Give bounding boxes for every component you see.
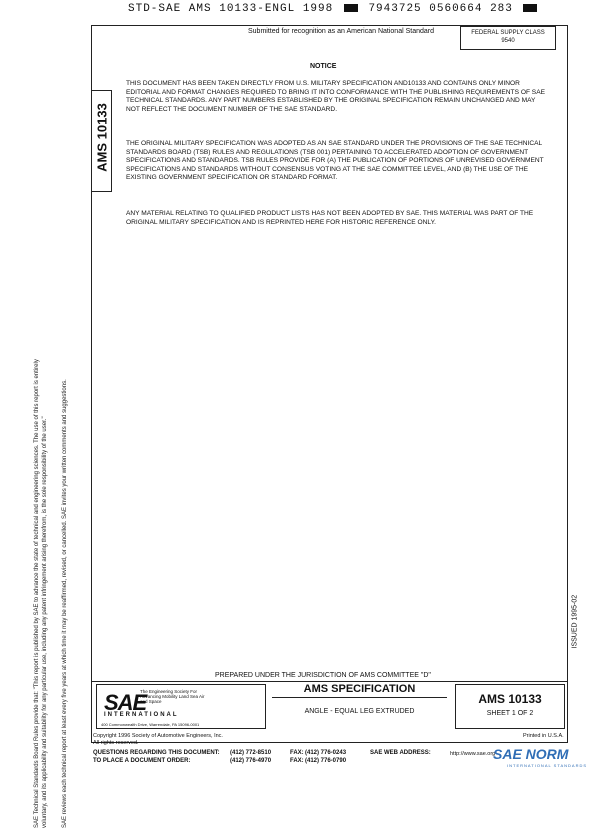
sheet-number: SHEET 1 OF 2 [486,710,534,717]
disclaimer-line-1: SAE Technical Standards Board Rules provide that: "This report is published by SAE to advance the state of technical and engineering sciences. The use of this report is entirely [34,359,40,828]
barcode-block-icon [344,4,358,12]
submitted-note: Submitted for recognition as an American National Standard [248,28,434,35]
sae-logo-tagline: The Engineering Society For Advancing Mobility Land Sea Air and Space [140,689,205,704]
rights-text: All rights reserved. [93,740,139,746]
spec-number: AMS 10133 [478,692,542,706]
questions-label: QUESTIONS REGARDING THIS DOCUMENT: [93,750,220,756]
fsc-label: FEDERAL SUPPLY CLASS [471,30,545,36]
header-code-left: STD-SAE AMS 10133-ENGL 1998 [128,3,334,15]
watermark-brand: SAE NORM [493,746,569,762]
barcode-block-icon-2 [523,4,537,12]
notice-heading: NOTICE [310,63,337,70]
order-label: TO PLACE A DOCUMENT ORDER: [93,758,191,764]
order-fax: (412) 776-0790 [305,758,347,764]
watermark-sub: INTERNATIONAL STANDARDS [507,763,588,768]
questions-fax: (412) 776-0243 [305,750,347,756]
web-address[interactable]: http://www.sae.org [450,751,496,757]
questions-phone: (412) 772-8510 [230,750,272,756]
copyright-text: Copyright 1996 Society of Automotive Engineers, Inc. [93,733,223,739]
web-label: SAE WEB ADDRESS: [370,750,431,756]
notice-paragraph-1: THIS DOCUMENT HAS BEEN TAKEN DIRECTLY FROM U.S. MILITARY SPECIFICATION AND10133 AND CONTAINS ONLY MINOR EDITORIAL AND FORMAT CHANGES REQUIRED TO BRING IT INTO CONFORMANCE WITH THE PUBLISHING REQUIREMENTS OF SAE TECHNICAL STANDARDS. ANY PART NUMBERS ESTABLISHED BY THE ORIGINAL SPECIFICATION REMAIN UNCHANGED AND MAY NOT REFLECT THE DOCUMENT NUMBER OF THE SAE STANDARD. [126,80,545,113]
sae-address: 400 Commonwealth Drive, Warrendale, PA 15096-0001 [101,722,200,727]
notice-paragraph-2: THE ORIGINAL MILITARY SPECIFICATION WAS ADOPTED AS AN SAE STANDARD UNDER THE PROVISIONS OF THE SAE TECHNICAL STANDARDS BOARD (TSB) RULES AND REGULATIONS (TSB 001) PERTAINING TO ACCELERATED ADOPTION OF GOVERNMENT SPECIFICATIONS AND STANDARDS. TSB RULES PROVIDE FOR (A) THE PUBLICATION OF PORTIONS OF UNREVISED GOVERNMENT SPECIFICATIONS AND STANDARDS WITHOUT CONSENSUS VOTING AT THE SAE COMMITTEE LEVEL, AND (B) THE USE OF THE EXISTING GOVERNMENT SPECIFICATION OR STANDARD FORMAT. [126,140,544,182]
side-disclaimer [33,128,69,828]
order-phone: (412) 776-4970 [230,758,272,764]
prepared-under-jurisdiction: PREPARED UNDER THE JURISDICTION OF AMS COMMITTEE "D" [215,672,431,679]
questions-fax-label: FAX: [290,750,304,756]
spec-subtitle: ANGLE - EQUAL LEG EXTRUDED [304,708,415,715]
issued-date: ISSUED 1995-02 [571,594,579,649]
spec-title: AMS SPECIFICATION [272,683,447,698]
sae-logo-international: INTERNATIONAL [104,712,179,718]
disclaimer-line-3: SAE reviews each technical report at least every five years at which time it may be reaffirmed, revised, or cancelled. SAE invites your written comments and suggestions. [62,379,68,828]
document-code-header [128,3,540,15]
order-fax-label: FAX: [290,758,304,764]
fsc-value: 9540 [501,38,515,44]
notice-paragraph-3: ANY MATERIAL RELATING TO QUALIFIED PRODUCT LISTS HAS NOT BEEN ADOPTED BY SAE. THIS MATERIAL WAS PART OF THE ORIGINAL MILITARY SPECIFICATION AND IS REPRINTED HERE FOR HISTORIC REFERENCE ONLY. [126,210,534,226]
page-frame [91,25,568,743]
spec-number-box [455,684,565,729]
sae-logo: SAE [104,690,147,715]
disclaimer-line-2: voluntary, and its applicability and suitability for any particular use, including any patent infringement arising therefrom, is the sole responsibility of the user." [42,416,48,828]
federal-supply-class-box [460,26,556,50]
header-code-right: 7943725 0560664 283 [368,3,513,15]
printed-text: Printed in U.S.A. [523,733,564,739]
side-ams-number: AMS 10133 [94,103,110,172]
